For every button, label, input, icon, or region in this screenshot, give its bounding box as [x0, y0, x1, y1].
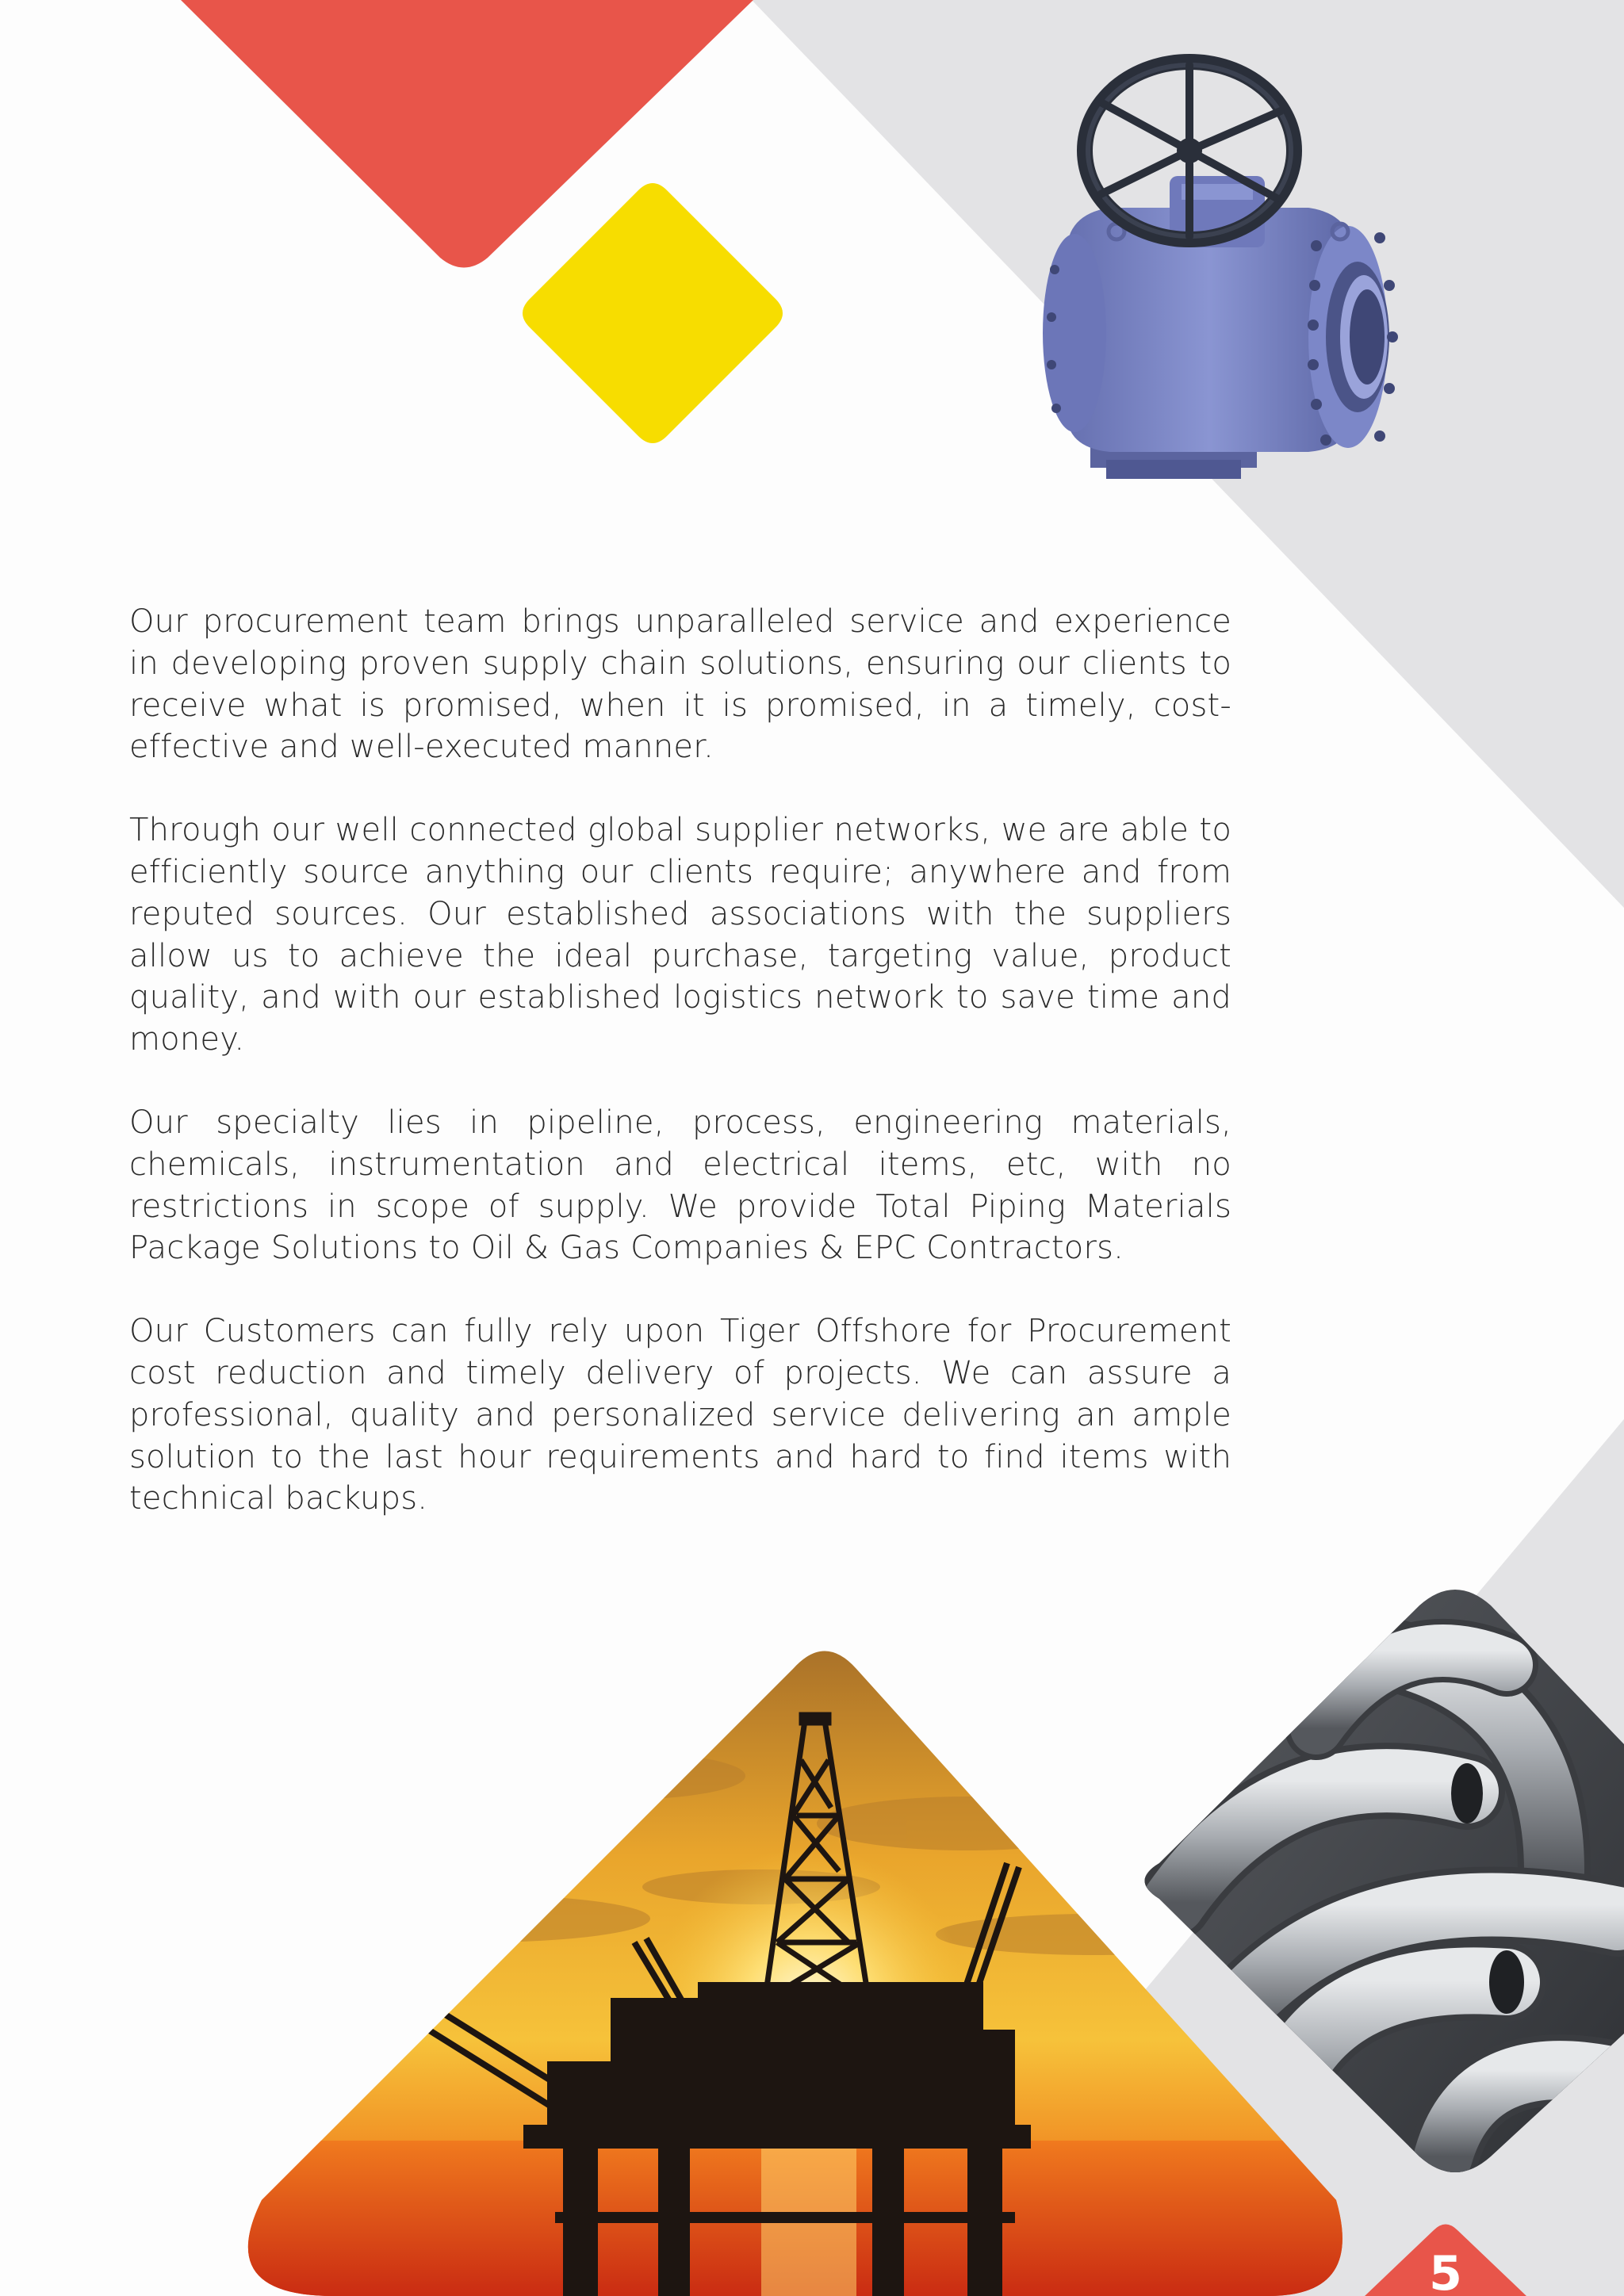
paragraph-customers: Our Customers can fully rely upon Tiger Offshore for Procurement cost reduction and timely delivery of projects. We can assure a professional, quality and personalized service delivering an ample solution to the last hour requirements and hard to find items with technical backups.: [129, 1313, 1231, 1517]
paragraph-procurement-team: Our procurement team brings unparalleled service and experience in developing proven supply chain solutions, ensuring our clients to receive what is promised, when it is promised, in a timely, cost-effective and well-executed manner.: [129, 603, 1231, 766]
paragraph-specialty: Our specialty lies in pipeline, process, engineering materials, chemicals, instrumentation and electrical items, etc, with no restrictions in scope of supply. We provide Total Piping Materials Package Solutions to Oil & Gas Companies & EPC Contractors.: [129, 1104, 1231, 1267]
body-text: [129, 601, 1231, 1520]
page-number: 5: [1429, 2246, 1462, 2296]
paragraph-supplier-networks: Through our well connected global supplier networks, we are able to efficiently source anything our clients require; anywhere and from reputed sources. Our established associations with the suppliers allow us to achieve the ideal purchase, targeting value, product quality, and with our established logistics network to save time and money.: [129, 812, 1231, 1058]
yellow-diamond: [523, 183, 783, 443]
